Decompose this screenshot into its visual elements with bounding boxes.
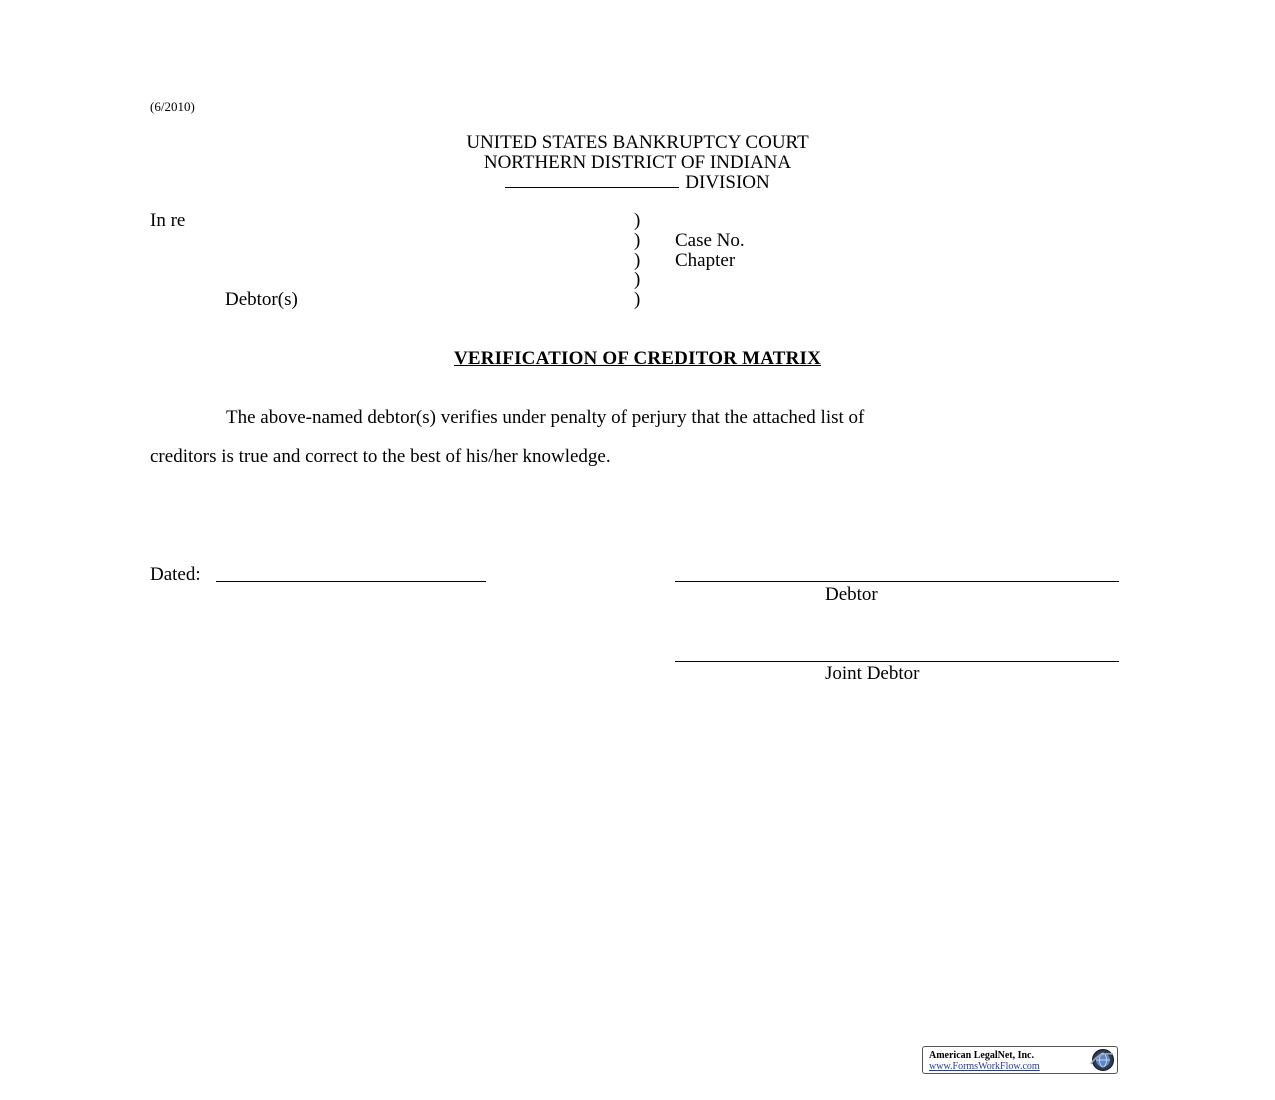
division-label: DIVISION <box>685 172 770 193</box>
case-no-label: Case No. <box>675 230 745 251</box>
court-name: UNITED STATES BANKRUPTCY COURT <box>466 132 809 153</box>
chapter-label: Chapter <box>675 250 736 271</box>
in-re-label: In re <box>150 210 186 231</box>
form-revision-date: (6/2010) <box>150 99 195 114</box>
caption-paren: ) <box>634 269 641 290</box>
dated-label: Dated: <box>150 564 201 585</box>
caption-paren: ) <box>634 289 641 310</box>
publisher-link[interactable]: www.FormsWorkFlow.com <box>929 1061 1040 1072</box>
caption-paren: ) <box>634 230 641 251</box>
debtors-label: Debtor(s) <box>225 289 298 310</box>
caption-paren: ) <box>634 250 641 271</box>
publisher-name: American LegalNet, Inc. <box>929 1050 1034 1061</box>
joint-debtor-signature-label: Joint Debtor <box>825 663 920 684</box>
division-line <box>0 172 1275 193</box>
publisher-logo <box>922 1046 1118 1074</box>
court-header <box>0 133 1275 193</box>
joint-debtor-signature-line[interactable] <box>675 661 1119 662</box>
dated-line[interactable] <box>216 581 486 582</box>
verification-text-line1: The above-named debtor(s) verifies under penalty of perjury that the attached list of <box>226 407 865 428</box>
caption-paren: ) <box>634 210 641 231</box>
debtor-signature-label: Debtor <box>825 584 878 605</box>
debtor-signature-line[interactable] <box>675 581 1119 582</box>
district-name: NORTHERN DISTRICT OF INDIANA <box>483 151 792 173</box>
division-blank[interactable] <box>505 172 679 188</box>
document-title: VERIFICATION OF CREDITOR MATRIX <box>453 348 822 369</box>
globe-icon <box>1089 1048 1115 1072</box>
verification-text-line2: creditors is true and correct to the best of his/her knowledge. <box>150 446 611 467</box>
